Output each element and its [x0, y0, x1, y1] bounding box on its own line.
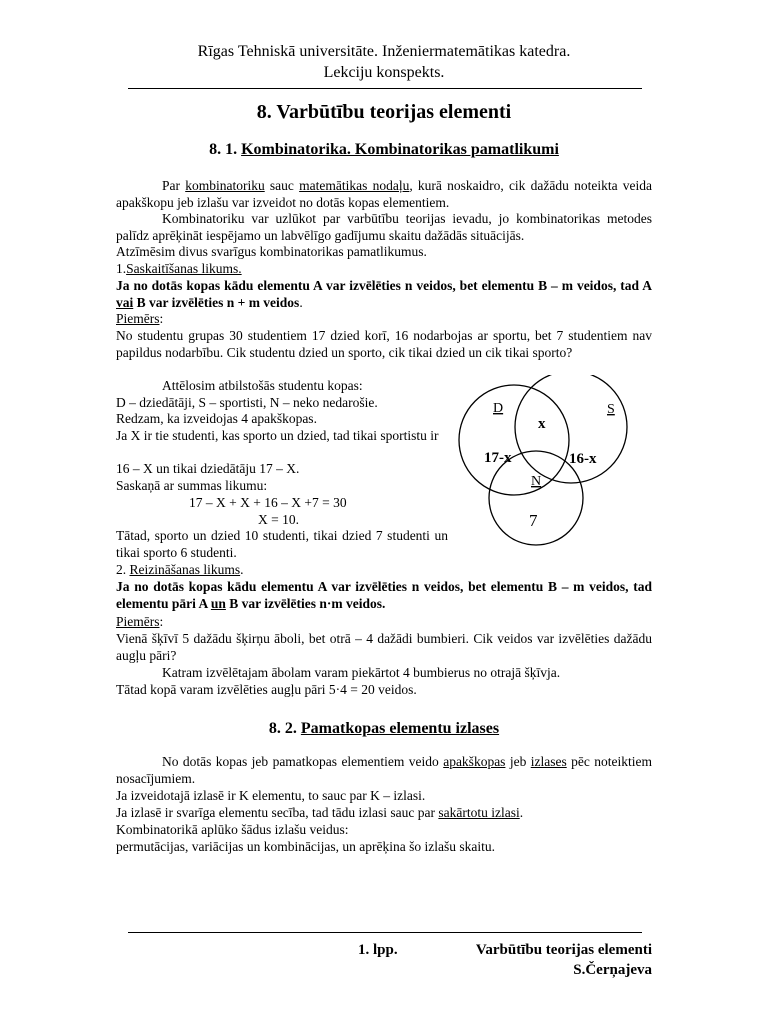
header-subtitle: Lekciju konspekts. [323, 64, 445, 81]
header-university: Rīgas Tehniskā universitāte. Inženiermatemātikas katedra. [197, 43, 571, 60]
rule-1-text: B var izvēlēties n + m veidos [133, 294, 300, 310]
venn-label-left: 17-x [484, 450, 512, 466]
footer-title: Varbūtību teorijas elementi [475, 942, 652, 958]
rule-2-text: B var izvēlēties n·m veidos. [225, 595, 386, 611]
solution-line-3: Redzam, ka izveidojas 4 apakškopas. [116, 411, 317, 426]
rule-1-keyword-vai: vai [116, 294, 134, 310]
intro-text: , kurā noskaidro, cik dažādu noteikta veida apakškopu jeb izlašu var izveidot no dotās kopas elementiem. [116, 178, 653, 210]
solution-line-6: Saskaņā ar summas likumu: [116, 478, 268, 493]
section-1-title: Kombinatorika. Kombinatorikas pamatlikumi [241, 141, 559, 158]
intro-paragraph-1 [116, 178, 652, 211]
solution-conclusion: Tātad, sporto un dzied 10 studenti, tikai dzied 7 studenti un tikai sporto 6 studenti. [116, 528, 448, 560]
rule-1-name: Saskaitīšanas likums. [126, 261, 242, 276]
page-title: 8. Varbūtību teorijas elementi [256, 101, 512, 123]
venn-label-n: N [531, 474, 542, 489]
rule-1-example-label [116, 311, 163, 328]
solution-line-5: 16 – X un tikai dziedātāju 17 – X. [116, 461, 300, 476]
term-matematikas-nodala: matemātikas nodaļu [299, 178, 410, 193]
venn-label-x: x [538, 416, 546, 432]
venn-label-s: S [607, 402, 615, 417]
example-label: Piemērs [116, 311, 160, 326]
rule-2-name: Reizināšanas likums [129, 562, 241, 577]
footer-rule [128, 932, 642, 933]
equation-2: X = 10. [258, 512, 299, 527]
term-sakartota-izlase: sakārtotu izlasi [438, 805, 520, 820]
rule-2-text: Ja no dotās kopas kādu elementu A var izvēlēties n veidos, bet elementu B – m veidos, tad elementu pāri A [116, 579, 652, 611]
intro-paragraph-3: Atzīmēsim divus svarīgus kombinatorikas pamatlikumus. [116, 244, 427, 259]
section-2-text: pēc noteiktiem nosacījumiem. [116, 754, 652, 786]
rule-1-period: . [299, 294, 303, 310]
solution-line-1: Attēlosim atbilstošās studentu kopas: [162, 378, 363, 393]
rule-1-text: Ja no dotās kopas kādu elementu A var izvēlēties n veidos, bet elementu B – m veidos, tad A [116, 278, 652, 293]
solution-line-4: Ja X ir tie studenti, kas sporto un dzied, tad tikai sportistu ir [116, 428, 439, 443]
example-label: Piemērs [116, 614, 160, 629]
rule-2-solution-2: Tātad kopā varam izvēlēties augļu pāri 5·4 = 20 veidos. [116, 682, 417, 697]
rule-1-heading [116, 261, 242, 278]
rule-1-example-text: No studentu grupas 30 studentiem 17 dzied korī, 16 nodarbojas ar sportu, bet 7 studentiem nav papildus nodarbību. Cik studentu dzied un sporto, cik tikai dzied un cik tikai sporto? [116, 328, 652, 360]
circle-d [459, 385, 569, 495]
rule-2-example-label [116, 614, 163, 631]
section-2-paragraph-1 [116, 754, 652, 787]
venn-label-d: D [493, 401, 504, 416]
term-kombinatorika: kombinatoriku [185, 178, 265, 193]
section-2-heading [0, 720, 768, 738]
section-2-text: jeb [505, 754, 531, 769]
solution-line-2: D – dziedātāji, S – sportisti, N – neko nedarošie. [116, 395, 378, 410]
rule-1-number: 1. [116, 261, 127, 276]
section-2-line-3 [116, 805, 523, 822]
rule-1-statement [116, 278, 652, 311]
rule-2-keyword-un: un [210, 595, 226, 611]
section-2-text: No dotās kopas jeb pamatkopas elementiem veido [162, 754, 444, 769]
term-apakskopas: apakškopas [443, 754, 506, 769]
equation-1: 17 – X + X + 16 – X +7 = 30 [189, 495, 347, 510]
intro-paragraph-2: Kombinatoriku var uzlūkot par varbūtību teorijas ievadu, jo kombinatorikas metodes palīdz aprēķināt iespējamo un labvēlīgo gadījumu skaitu dažādās situācijās. [116, 211, 652, 243]
venn-label-right: 16-x [569, 451, 597, 467]
intro-text: sauc [264, 178, 300, 193]
section-2-number: 8. 2. [268, 720, 301, 737]
rule-2-statement [116, 579, 652, 612]
section-1-number: 8. 1. [209, 141, 242, 158]
footer-page-number: 1. lpp. [358, 942, 398, 958]
rule-2-example-text: Vienā šķīvī 5 dažādu šķirņu āboli, bet otrā – 4 dažādi bumbieri. Cik veidos var izvēlēties dažādu augļu pāri? [116, 631, 652, 663]
term-izlases: izlases [530, 754, 567, 769]
rule-2-solution-1: Katram izvēlētajam ābolam varam piekārtot 4 bumbierus no otrajā šķīvja. [162, 665, 561, 680]
section-2-text: . [519, 805, 524, 820]
footer-author: S.Čerņajeva [573, 962, 652, 978]
rule-2-heading [116, 562, 243, 579]
example-colon: : [159, 311, 164, 326]
section-2-line-4: Kombinatorikā aplūko šādus izlašu veidus: [116, 822, 349, 837]
intro-text: Par [162, 178, 186, 193]
rule-2-dot: . [240, 562, 244, 577]
rule-2-number: 2. [116, 562, 130, 577]
section-1-heading [0, 141, 768, 159]
venn-label-bottom: 7 [529, 511, 538, 530]
section-2-title: Pamatkopas elementu izlases [300, 720, 500, 737]
section-2-line-2: Ja izveidotajā izlasē ir K elementu, to sauc par K – izlasi. [116, 788, 426, 803]
venn-diagram [450, 375, 640, 565]
header-rule [128, 88, 642, 89]
section-2-text: Ja izlasē ir svarīga elementu secība, tad tādu izlasi sauc par [116, 805, 439, 820]
section-2-line-5: permutācijas, variācijas un kombinācijas, un aprēķina šo izlašu skaitu. [116, 839, 496, 854]
example-colon: : [159, 614, 164, 629]
